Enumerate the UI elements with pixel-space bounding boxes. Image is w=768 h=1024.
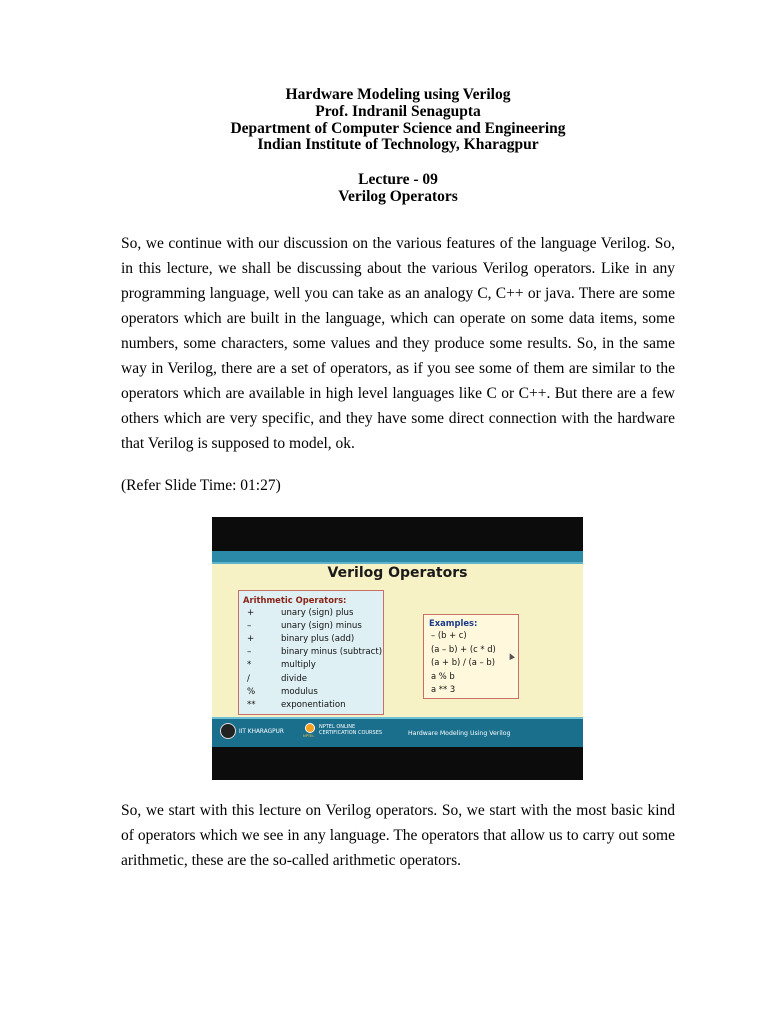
operator-row	[239, 660, 379, 673]
operator-symbol: *	[247, 660, 252, 671]
operator-description: exponentiation	[281, 699, 346, 710]
examples-heading: Examples:	[429, 618, 478, 628]
intro-paragraph: So, we continue with our discussion on the various features of the language Verilog. So, in this lecture, we shall be discussing about the various Verilog operators. Like in any programming language, well you can take as an analogy C, C++ or java. There are some operators which are built in the language, which can operate on some data items, some numbers, some characters, some values and they produce some results. So, in the same way in Verilog, there are a set of operators, as if you see some of them are similar to the operators which are available in high level languages like C or C++. But there are a few others which are very specific, and they have some direct connection with the hardware that Verilog is supposed to model, ok.	[121, 235, 675, 452]
example-expression: a % b	[431, 670, 455, 681]
operator-row	[239, 647, 383, 660]
nptel-logo-icon	[305, 723, 315, 733]
operator-description: unary (sign) plus	[281, 608, 354, 618]
nptel-label	[319, 724, 382, 736]
iit-label: IIT KHARAGPUR	[239, 729, 284, 735]
course-title: Hardware Modeling using Verilog	[285, 86, 511, 103]
nptel-line-2: CERTIFICATION COURSES	[319, 730, 383, 736]
operator-symbol: –	[247, 621, 252, 632]
operator-symbol: –	[247, 647, 252, 658]
operator-symbol: /	[247, 673, 250, 684]
lecture-heading	[0, 171, 768, 205]
example-expression: – (b + c)	[431, 630, 467, 640]
operator-description: binary plus (add)	[281, 634, 355, 645]
example-expression: a ** 3	[431, 684, 456, 695]
operator-row	[239, 700, 379, 713]
example-expression: (a – b) + (c * d)	[431, 643, 496, 654]
second-paragraph: So, we start with this lecture on Verilog operators. So, we start with the most basic kind of operators which we see in any language. The operators that allow us to carry out some arithmetic, these are the so-called arithmetic operators.	[121, 802, 675, 869]
slide-title: Verilog Operators	[327, 565, 468, 581]
operator-row	[239, 634, 379, 647]
operator-description: divide	[281, 673, 308, 684]
lecture-number: Lecture - 09	[358, 171, 438, 188]
course-name-label: Hardware Modeling Using Verilog	[408, 730, 511, 737]
nptel-logo-text: NPTEL	[303, 734, 315, 738]
arithmetic-operators-heading: Arithmetic Operators:	[243, 595, 347, 605]
arithmetic-operators-box	[238, 590, 384, 715]
nptel-line-1: NPTEL ONLINE	[319, 724, 356, 730]
operator-symbol: %	[247, 686, 256, 697]
slide-footer-line	[212, 717, 583, 719]
document-header	[0, 87, 768, 154]
operator-row	[239, 608, 379, 621]
operator-description: multiply	[281, 660, 316, 671]
lecture-title: Verilog Operators	[338, 188, 458, 205]
lecture-slide-image	[212, 517, 583, 780]
operator-row	[239, 621, 379, 634]
operator-symbol: +	[247, 608, 255, 618]
department-name: Department of Computer Science and Engineering	[230, 119, 566, 137]
refer-slide-time: (Refer Slide Time: 01:27)	[121, 477, 281, 494]
professor-name: Prof. Indranil Senagupta	[315, 102, 481, 120]
operator-row	[239, 674, 379, 687]
institute-name: Indian Institute of Technology, Kharagpur	[257, 136, 539, 154]
examples-box	[423, 614, 519, 699]
operator-description: binary minus (subtract)	[281, 647, 383, 658]
operator-description: unary (sign) minus	[281, 621, 362, 632]
example-expression: (a + b) / (a – b)	[431, 657, 495, 668]
operator-description: modulus	[281, 686, 318, 697]
operator-symbol: +	[247, 634, 255, 645]
operator-row	[239, 687, 379, 700]
operator-symbol: **	[247, 699, 256, 710]
iit-logo-icon	[220, 723, 236, 739]
